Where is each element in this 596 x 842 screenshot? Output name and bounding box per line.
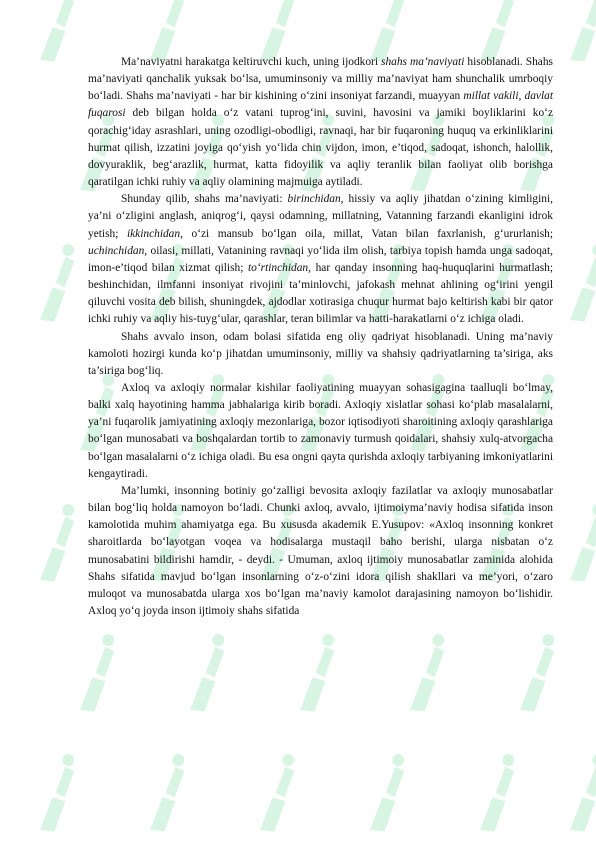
watermark-mark xyxy=(558,503,596,584)
text-run: oilasi, millati, Vatanining ravnaqi yo‘lida ilm olish, tarbiya topish hamda unga sadoqat, imon-e’tiqod bilan xizmat qilish; xyxy=(88,244,553,274)
text-run: Axloq va axloqiy normalar kishilar faoliyatining muayyan sohasigagina taalluqli bo‘lmay, balki xalq hayotining hamma jabhalariga kirib boradi. Axloqiy xislatlar sohasi ko‘plab masalalarni, ya’ni fuqarolik jamiyatining axloqiy mezonlariga, bozor iqtisodiyoti sharoitining axloqiy qarashlariga bo‘lgan munosabati va boshqalardan tortib to zamonaviy turmush qoidalari, shahsiy xulq-atvorgacha bo‘lgan masalalarni o‘z ichiga oladi. Bu esa ongni qayta qurishda axloqiy tarbiyaning imkoniyatlarini kengaytiradi. xyxy=(88,381,553,480)
watermark-mark xyxy=(288,633,346,714)
watermark-mark xyxy=(178,633,236,714)
watermark-mark xyxy=(28,753,86,834)
text-run: har qanday insonning haq-huquqlarini hurmatlash; beshinchidan, ilmfanni insoniyat rivojini ta’minlovchi, jafokash mehnat ahlining og‘irini yengil qiluvchi vosita deb bilish, shuningdek, ajdodlar xotirasiga chuqur hurmat bajo keltirish kabi bir qator ichki ruhiy va aqliy his-tuyg‘ular, qarashlar, teran bilimlar va hatti-harakatlarni o‘z ichiga oladi. xyxy=(88,261,553,326)
italic-text-run: uchinchidan, xyxy=(88,244,148,257)
text-run: Shahs avvalo inson, odam bolasi sifatida eng oliy qadriyat hisoblanadi. Uning ma’naviy kamoloti hozirgi kunda ko‘p jihatdan umuminsoniy, milliy va shahsiy qadriyatlarning ta’siriga, aks ta’siriga bog‘liq. xyxy=(88,330,553,377)
watermark-mark xyxy=(508,633,566,714)
paragraph-2 xyxy=(88,191,553,328)
watermark-mark xyxy=(468,753,526,834)
paragraph-4 xyxy=(88,380,553,483)
watermark-mark xyxy=(558,243,596,324)
watermark-mark xyxy=(28,243,86,324)
paragraph-3 xyxy=(88,329,553,380)
italic-text-run: shahs ma’naviyati xyxy=(381,56,465,68)
text-run: hisoblanadi. Shahs ma’naviyati qanchalik yuksak bo‘lsa, umuminsoniy va milliy ma’naviyat ham shunchalik umrboqiy bo‘ladi. Shahs ma’naviyati - har bir kishining o‘zini insoniyat farzandi, muayyan xyxy=(88,56,553,103)
watermark-mark xyxy=(138,753,196,834)
watermark-mark xyxy=(358,753,416,834)
watermark-mark xyxy=(28,503,86,584)
watermark-mark xyxy=(398,633,456,714)
document-page xyxy=(88,54,553,620)
text-run: hissiy va aqliy jihatdan o‘zining kimligini, ya’ni o‘zligini anglash, aniqrog‘i, qaysi odamning, millatning, Vatanning farzandi ekanligini idrok yetish; xyxy=(88,193,553,240)
watermark-mark xyxy=(558,0,596,64)
text-run: Ma’lumki, insonning botiniy go‘zalligi bevosita axloqiy fazilatlar va axloqiy munosabatlar bilan bog‘liq holda namoyon bo‘ladi. Chunki axloq, avvalo, ijtimoiyma’naviy hodisa sifatida inson kamolotida muhim ahamiyatga ega. Bu xususda akademik E.Yusupov: «Axloq insonning konkret sharoitlarda bo‘layotgan voqea va hodisalarga mustaqil baho berishi, ularga nisbatan o‘z munosabatini bildirishi hamdir, - deydi. - Umuman, axloq ijtimoiy munosabatlar zaminida alohida Shahs sifatida mavjud bo‘lgan insonlarning o‘z-o‘zini idora qilish shakllari va me’yori, o‘zaro muloqot va munosabatda ularga xos bo‘lgan ma’naviy kamolot darajasining namoyon bo‘lishidir. Axloq yo‘q joyda inson ijtimoiy shahs sifatida xyxy=(88,484,553,617)
paragraph-5 xyxy=(88,483,553,620)
watermark-mark xyxy=(248,753,306,834)
italic-text-run: to‘rtinchidan, xyxy=(248,261,311,274)
paragraph-1 xyxy=(88,54,553,191)
watermark-mark xyxy=(558,753,596,834)
italic-text-run: birinchidan, xyxy=(287,193,344,206)
text-run: o‘zi mansub bo‘lgan oila, millat, Vatan bilan faxrlanish, g‘ururlanish; xyxy=(182,227,553,240)
italic-text-run: ikkinchidan, xyxy=(126,227,183,240)
text-run: Ma’naviyatni harakatga keltiruvchi kuch, uning ijodkori xyxy=(121,56,382,68)
text-run: deb bilgan holda o‘z vatani tuprog‘ini, suvini, havosini va jamiki boyliklarini ko‘z qorachig‘iday asrashlari, uning ozodligi-obodligi, ravnaqi, har bir fuqaroning huquq va erkinliklarini hurmat qilish, izzatini joyiga qo‘yish yo‘lida chin vijdon, imon, e’tiqod, sadoqat, ishonch, halollik, dovyuraklik, beg‘arazlik, hurmat, katta fidoyilik va aqliy teranlik bilan faoliyat olib borishga qaratilgan ichki ruhiy va aqliy olamining majmuiga aytiladi. xyxy=(88,107,553,189)
watermark-mark xyxy=(28,0,86,64)
watermark-mark xyxy=(68,633,126,714)
text-run: Shunday qilib, shahs ma’naviyati: xyxy=(121,193,288,206)
italic-text-run: millat vakili, davlat fuqarosi xyxy=(88,90,553,120)
